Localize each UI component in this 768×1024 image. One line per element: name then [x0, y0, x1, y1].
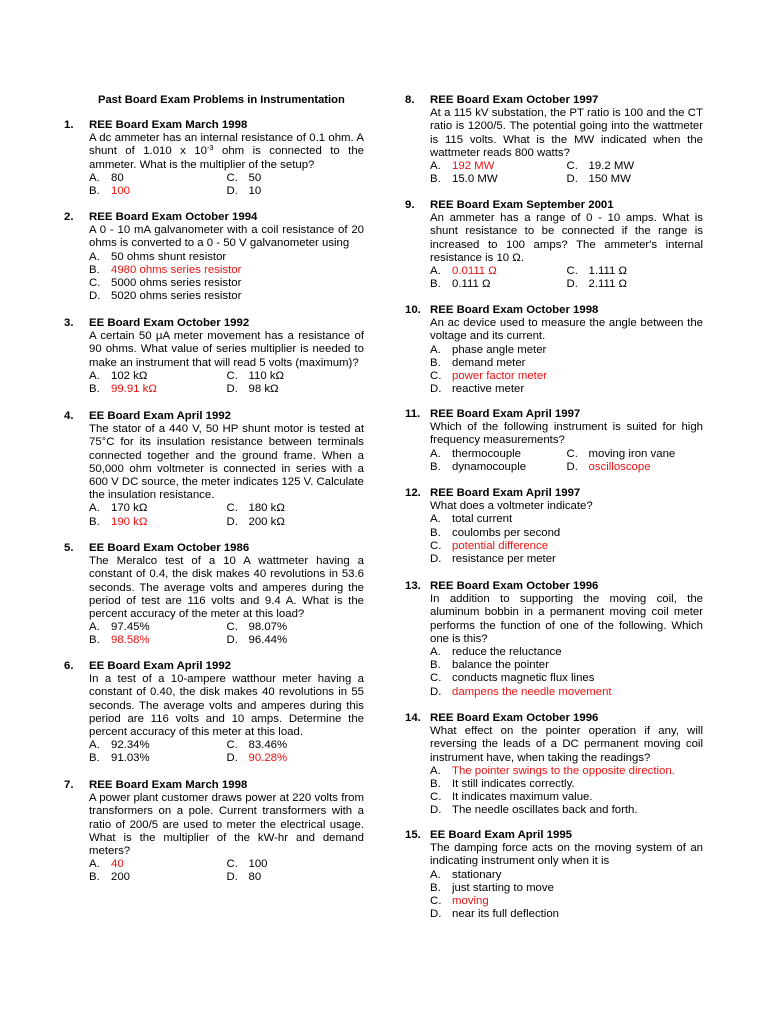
- page-title: Past Board Exam Problems in Instrumentation: [98, 94, 345, 106]
- answer-options: [430, 513, 703, 566]
- question-heading: REE Board Exam October 1997: [430, 94, 599, 106]
- answer-option: B. 200: [89, 871, 131, 884]
- answer-options: [430, 765, 703, 818]
- answer-option: A. total current: [430, 513, 513, 526]
- answer-options: [430, 646, 703, 699]
- question-heading: REE Board Exam October 1996: [430, 712, 599, 724]
- question-9: [405, 199, 703, 291]
- question-14: [405, 712, 703, 818]
- answer-option: A. phase angle meter: [430, 343, 547, 356]
- question-1: [64, 119, 364, 198]
- answer-option: C. conducts magnetic flux lines: [430, 672, 595, 685]
- answer-option: B. balance the pointer: [430, 659, 549, 672]
- question-number: 10.: [405, 304, 421, 316]
- answer-option: C. 50: [226, 171, 262, 184]
- answer-option: C. 100: [226, 858, 268, 871]
- question-text: What does a voltmeter indicate?: [430, 500, 593, 513]
- answer-option: B. demand meter: [430, 356, 526, 369]
- question-heading: EE Board Exam April 1992: [89, 660, 232, 672]
- answer-option: D. resistance per meter: [430, 553, 556, 566]
- question-number: 2.: [64, 211, 74, 223]
- question-number: 1.: [64, 119, 74, 131]
- question-number: 4.: [64, 410, 74, 422]
- question-number: 11.: [405, 408, 421, 420]
- answer-option: C. moving iron vane: [566, 447, 676, 460]
- question-number: 5.: [64, 542, 74, 554]
- answer-option: B. 15.0 MW: [430, 173, 498, 186]
- answer-option-correct: C. potential difference: [430, 539, 549, 552]
- question-13: [405, 580, 703, 699]
- answer-option-correct: B. 98.58%: [89, 634, 150, 647]
- answer-option: D. The needle oscillates back and forth.: [430, 804, 638, 817]
- question-text: An ac device used to measure the angle between the voltage and its current.: [430, 317, 703, 343]
- answer-options: [430, 160, 703, 186]
- answer-option: D. 98 kΩ: [226, 383, 279, 396]
- question-number: 6.: [64, 660, 74, 672]
- answer-option-correct: B. 99.91 kΩ: [89, 383, 157, 396]
- question-15: [405, 829, 703, 921]
- answer-option: C. It indicates maximum value.: [430, 791, 593, 804]
- answer-options: [89, 251, 364, 304]
- question-11: [405, 408, 703, 474]
- answer-option: A. 170 kΩ: [89, 502, 148, 515]
- question-12: [405, 487, 703, 566]
- answer-option: D. 96.44%: [226, 634, 288, 647]
- answer-option: B. 91.03%: [89, 752, 150, 765]
- question-4: [64, 410, 364, 529]
- answer-option-correct: D. dampens the needle movement: [430, 685, 612, 698]
- answer-options: [89, 739, 364, 765]
- question-number: 9.: [405, 199, 415, 211]
- answer-option: A. 80: [89, 171, 124, 184]
- answer-option: A. thermocouple: [430, 447, 522, 460]
- question-heading: REE Board Exam October 1998: [430, 304, 599, 316]
- answer-option: C. 83.46%: [226, 739, 288, 752]
- answer-option: A. 102 kΩ: [89, 369, 148, 382]
- answer-option: A. reduce the reluctance: [430, 646, 562, 659]
- question-6: [64, 660, 364, 766]
- question-heading: EE Board Exam April 1992: [89, 410, 232, 422]
- answer-option-correct: A. 192 MW: [430, 160, 495, 173]
- answer-option: B. coulombs per second: [430, 526, 561, 539]
- answer-options: [89, 858, 364, 884]
- answer-option: A. stationary: [430, 868, 502, 881]
- question-text: A dc ammeter has an internal resistance of 0.1 ohm. A shunt of 1.010 x $10^{-3}$ ohm is connected to the ammeter. What is the multiplier of the setup?: [89, 132, 364, 171]
- answer-options: [89, 370, 364, 396]
- answer-option-correct: A. 0.0111 Ω: [430, 265, 497, 278]
- answer-option: D. 10: [226, 185, 262, 198]
- question-heading: REE Board Exam October 1996: [430, 580, 599, 592]
- question-heading: REE Board Exam October 1994: [89, 211, 258, 223]
- answer-option: B. dynamocouple: [430, 460, 527, 473]
- question-number: 13.: [405, 580, 421, 592]
- answer-option: B. It still indicates correctly.: [430, 778, 575, 791]
- question-text: The Meralco test of a 10 A wattmeter having a constant of 0.4, the disk makes 40 revolutions in 53.6 seconds. The average volts and amperes during the period of test are 116 volts and 9.4 A. What is the percent accuracy of the meter at this load?: [89, 555, 364, 621]
- answer-option: D. 80: [226, 871, 262, 884]
- answer-option: B. 0.111 Ω: [430, 278, 491, 291]
- answer-option: D. 200 kΩ: [226, 515, 285, 528]
- answer-option: C. 5000 ohms series resistor: [89, 277, 242, 290]
- answer-option: A. 92.34%: [89, 739, 150, 752]
- question-text: In addition to supporting the moving coil, the aluminum bobbin in a permanent moving coil meter performs the function of one of the following. Which one is this?: [430, 593, 703, 645]
- question-text: A certain 50 μA meter movement has a resistance of 90 ohms. What value of series multiplier is needed to make an instrument that will read 5 volts (maximum)?: [89, 330, 364, 369]
- answer-option-correct: C. power factor meter: [430, 370, 547, 383]
- question-text: The damping force acts on the moving system of an indicating instrument only when it is: [430, 842, 703, 868]
- answer-option: A. 97.45%: [89, 621, 150, 634]
- answer-options: [430, 344, 703, 397]
- answer-option-correct: D. oscilloscope: [566, 460, 651, 473]
- answer-option: B. just starting to move: [430, 881, 554, 894]
- answer-option: C. 1.111 Ω: [566, 265, 627, 278]
- question-2: [64, 211, 364, 303]
- question-number: 14.: [405, 712, 421, 724]
- question-text: A 0 - 10 mA galvanometer with a coil resistance of 20 ohms is converted to a 0 - 50 V galvanometer using: [89, 224, 364, 250]
- answer-option-correct: A. 40: [89, 858, 124, 871]
- question-number: 15.: [405, 829, 421, 841]
- question-heading: REE Board Exam March 1998: [89, 779, 248, 791]
- question-text: What effect on the pointer operation if any, will reversing the leads of a DC permanent moving coil instrument have, when taking the readings?: [430, 725, 703, 764]
- question-heading: EE Board Exam October 1992: [89, 317, 250, 329]
- answer-options: [89, 621, 364, 647]
- answer-options: [89, 172, 364, 198]
- question-text: At a 115 kV substation, the PT ratio is 100 and the CT ratio is 1200/5. The potential going into the wattmeter is 115 volts. What is the MW indicated when the wattmeter reads 800 watts?: [430, 107, 703, 159]
- question-8: [405, 94, 703, 186]
- answer-option: D. 5020 ohms series resistor: [89, 290, 242, 303]
- question-heading: EE Board Exam April 1995: [430, 829, 573, 841]
- question-heading: REE Board Exam March 1998: [89, 119, 248, 131]
- question-number: 7.: [64, 779, 74, 791]
- answer-option: C. 98.07%: [226, 621, 288, 634]
- question-heading: EE Board Exam October 1986: [89, 542, 250, 554]
- answer-option: D. near its full deflection: [430, 908, 560, 921]
- answer-option-correct: B. 4980 ohms series resistor: [89, 263, 242, 276]
- answer-option: D. 150 MW: [566, 173, 631, 186]
- question-number: 8.: [405, 94, 415, 106]
- answer-option-correct: B. 100: [89, 185, 131, 198]
- answer-options: [430, 448, 703, 474]
- question-text: Which of the following instrument is suited for high frequency measurements?: [430, 421, 703, 447]
- question-text: In a test of a 10-ampere watthour meter having a constant of 0.40, the disk makes 40 revolutions in 55 seconds. The average volts and amperes during this period are 116 volts and 10 amps. Determine the percent accuracy of this meter at this load.: [89, 673, 364, 739]
- answer-options: [430, 265, 703, 291]
- answer-option: D. 2.111 Ω: [566, 278, 627, 291]
- question-heading: REE Board Exam April 1997: [430, 487, 581, 499]
- question-7: [64, 779, 364, 885]
- question-number: 3.: [64, 317, 74, 329]
- answer-options: [89, 502, 364, 528]
- question-3: [64, 317, 364, 396]
- question-text: An ammeter has a range of 0 - 10 amps. What is shunt resistance to be connected if the range is increased to 100 amps? The ammeter's internal resistance is 10 Ω.: [430, 212, 703, 264]
- exponent: -3: [206, 143, 214, 153]
- question-text: The stator of a 440 V, 50 HP shunt motor is tested at 75°C for its insulation resistance between terminals connected together and the ground frame. When a 50,000 ohm voltmeter is connected in series with a 600 V DC source, the meter indicates 125 V. Calculate the insulation resistance.: [89, 423, 365, 502]
- answer-options: [430, 869, 703, 922]
- answer-option: C. 180 kΩ: [226, 502, 285, 515]
- question-heading: REE Board Exam April 1997: [430, 408, 581, 420]
- answer-option-correct: D. 90.28%: [226, 752, 288, 765]
- answer-option: A. 50 ohms shunt resistor: [89, 250, 227, 263]
- answer-option-correct: A. The pointer swings to the opposite direction.: [430, 764, 675, 777]
- question-text: A power plant customer draws power at 220 volts from transformers on a pole. Current transformers with a ratio of 200/5 are used to meter the electrical usage. What is the multiplier of the kW-hr and demand meters?: [89, 792, 364, 858]
- answer-option: D. reactive meter: [430, 383, 525, 396]
- answer-option: C. 19.2 MW: [566, 160, 635, 173]
- answer-option-correct: C. moving: [430, 895, 489, 908]
- question-5: [64, 542, 364, 648]
- answer-option: C. 110 kΩ: [226, 369, 285, 382]
- question-heading: REE Board Exam September 2001: [430, 199, 614, 211]
- question-number: 12.: [405, 487, 421, 499]
- question-10: [405, 304, 703, 396]
- answer-option-correct: B. 190 kΩ: [89, 515, 148, 528]
